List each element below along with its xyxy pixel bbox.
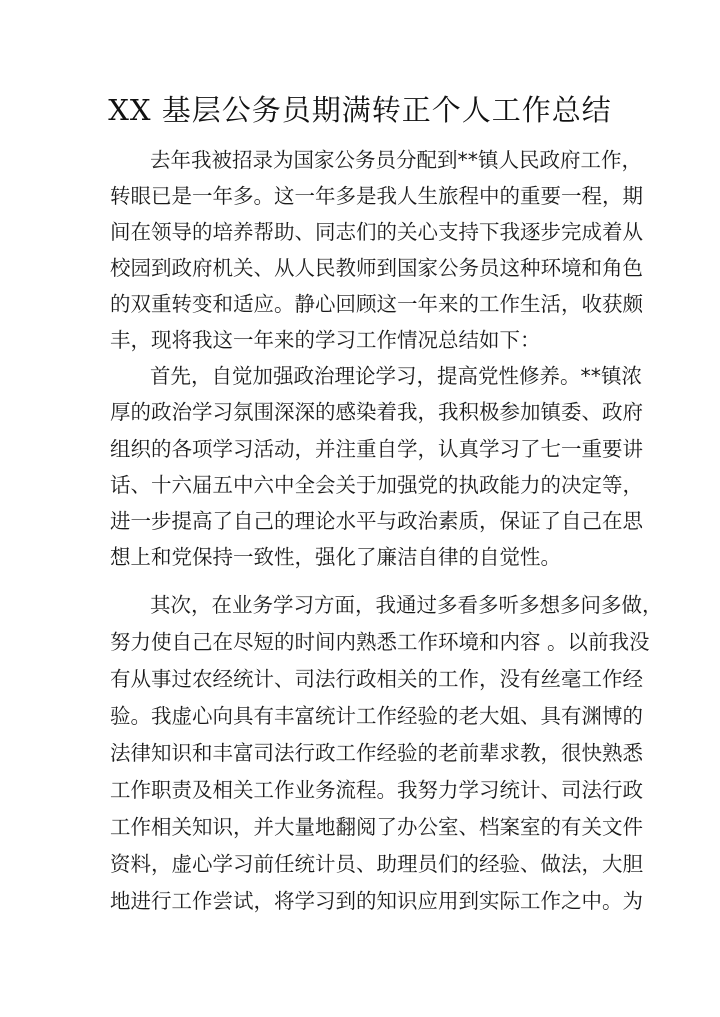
paragraph-line: 校园到政府机关、从人民教师到国家公务员这种环境和角色: [110, 256, 643, 280]
paragraph-line: 努力使自己在尽短的时间内熟悉工作环境和内容 。以前我没: [110, 630, 650, 654]
paragraph-line: 话、十六届五中六中全会关于加强党的执政能力的决定等，: [110, 473, 643, 497]
paragraph-line: 有从事过农经统计、司法行政相关的工作，没有丝毫工作经: [110, 667, 643, 691]
paragraph-line: 丰，现将我这一年来的学习工作情况总结如下：: [110, 328, 541, 352]
paragraph-line: 组织的各项学习活动，并注重自学，认真学习了七一重要讲: [110, 437, 643, 461]
paragraph-line: 的双重转变和适应。静心回顾这一年来的工作生活，收获颇: [110, 292, 643, 316]
paragraph-line: 其次，在业务学习方面，我通过多看多听多想多问多做，: [150, 593, 663, 617]
document-title: XX 基层公务员期满转正个人工作总结: [108, 93, 612, 127]
paragraph-line: 去年我被招录为国家公务员分配到**镇人民政府工作，: [150, 148, 642, 172]
paragraph-line: 间在领导的培养帮助、同志们的关心支持下我逐步完成着从: [110, 220, 643, 244]
paragraph-line: 转眼已是一年多。这一年多是我人生旅程中的重要一程，期: [110, 184, 643, 208]
paragraph-line: 进一步提高了自己的理论水平与政治素质，保证了自己在思: [110, 509, 643, 533]
paragraph-line: 工作相关知识，并大量地翻阅了办公室、档案室的有关文件: [110, 815, 643, 839]
paragraph-line: 验。我虚心向具有丰富统计工作经验的老大姐、具有渊博的: [110, 704, 643, 728]
paragraph-line: 资料，虚心学习前任统计员、助理员们的经验、做法，大胆: [110, 852, 643, 876]
paragraph-line: 工作职责及相关工作业务流程。我努力学习统计、司法行政: [110, 778, 643, 802]
paragraph-line: 法律知识和丰富司法行政工作经验的老前辈求教，很快熟悉: [110, 741, 643, 765]
paragraph-line: 厚的政治学习氛围深深的感染着我，我积极参加镇委、政府: [110, 400, 643, 424]
paragraph-line: 想上和党保持一致性，强化了廉洁自律的自觉性。: [110, 545, 561, 569]
paragraph-line: 首先，自觉加强政治理论学习，提高党性修养。**镇浓: [150, 364, 642, 388]
paragraph-line: 地进行工作尝试，将学习到的知识应用到实际工作之中。为: [110, 889, 643, 913]
